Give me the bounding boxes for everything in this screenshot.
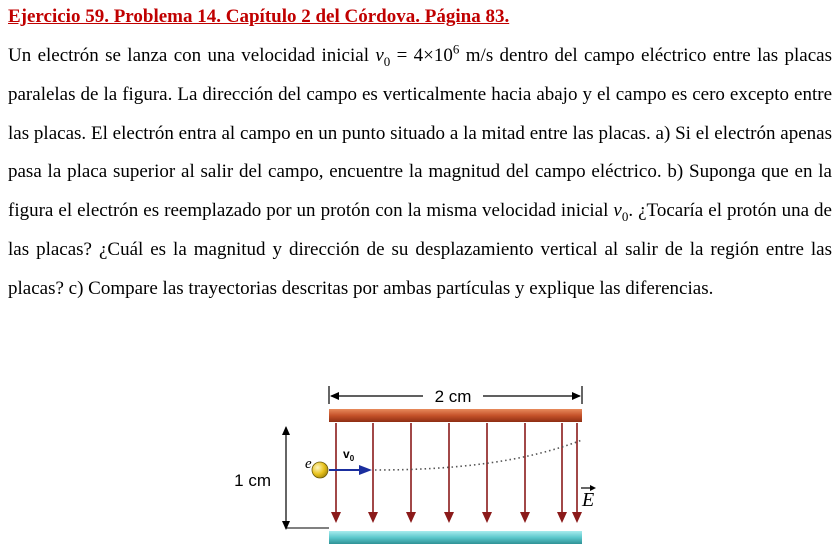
field-lines	[331, 423, 582, 523]
v0-symbol: v	[375, 45, 384, 66]
velocity-label: $v_0$	[343, 447, 355, 463]
length-dimension	[329, 386, 582, 406]
top-plate	[329, 409, 582, 422]
plate-length-label: 2 cm	[434, 387, 472, 406]
gap-dimension	[234, 426, 329, 530]
v0-symbol-2: v	[613, 200, 622, 222]
exercise-title: Ejercicio 59. Problema 14. Capítulo 2 del Córdova. Página 83.	[8, 6, 510, 27]
electron-trajectory	[375, 440, 582, 470]
problem-statement	[8, 37, 832, 309]
exponent: 6	[452, 41, 460, 57]
gap-label: 1 cm	[234, 471, 271, 490]
charge-label: e	[305, 456, 312, 472]
problem-text-4: . ¿Tocaría el protón una de las placas? ¿Cuál es la magnitud y dirección de su desplazamiento vertical al salir de la región entre las placas? c) Compare las trayectorias descritas por ambas partículas y explique las diferencias.	[8, 200, 832, 299]
problem-text-3: m/s dentro del campo eléctrico entre las placas paralelas de la figura. La dirección del campo es verticalmente hacia abajo y el campo es cero excepto entre las placas. El electrón entra al campo en un punto situado a la mitad entre las placas. a) Si el electrón apenas pasa la placa superior al salir del campo, encuentre la magnitud del campo eléctrico. b) Suponga que en la figura el electrón es reemplazado por un protón con la misma velocidad inicial	[8, 45, 833, 222]
field-label: E	[582, 489, 595, 511]
problem-text-2: = 4×10	[390, 45, 453, 66]
electron-particle	[312, 462, 328, 478]
parallel-plates-figure	[225, 382, 605, 552]
bottom-plate	[329, 531, 582, 544]
problem-text-1: Un electrón se lanza con una velocidad inicial	[8, 45, 376, 66]
v0-subscript-2: 0	[621, 208, 629, 224]
v0-subscript: 0	[383, 53, 391, 69]
field-label-group	[581, 485, 596, 511]
